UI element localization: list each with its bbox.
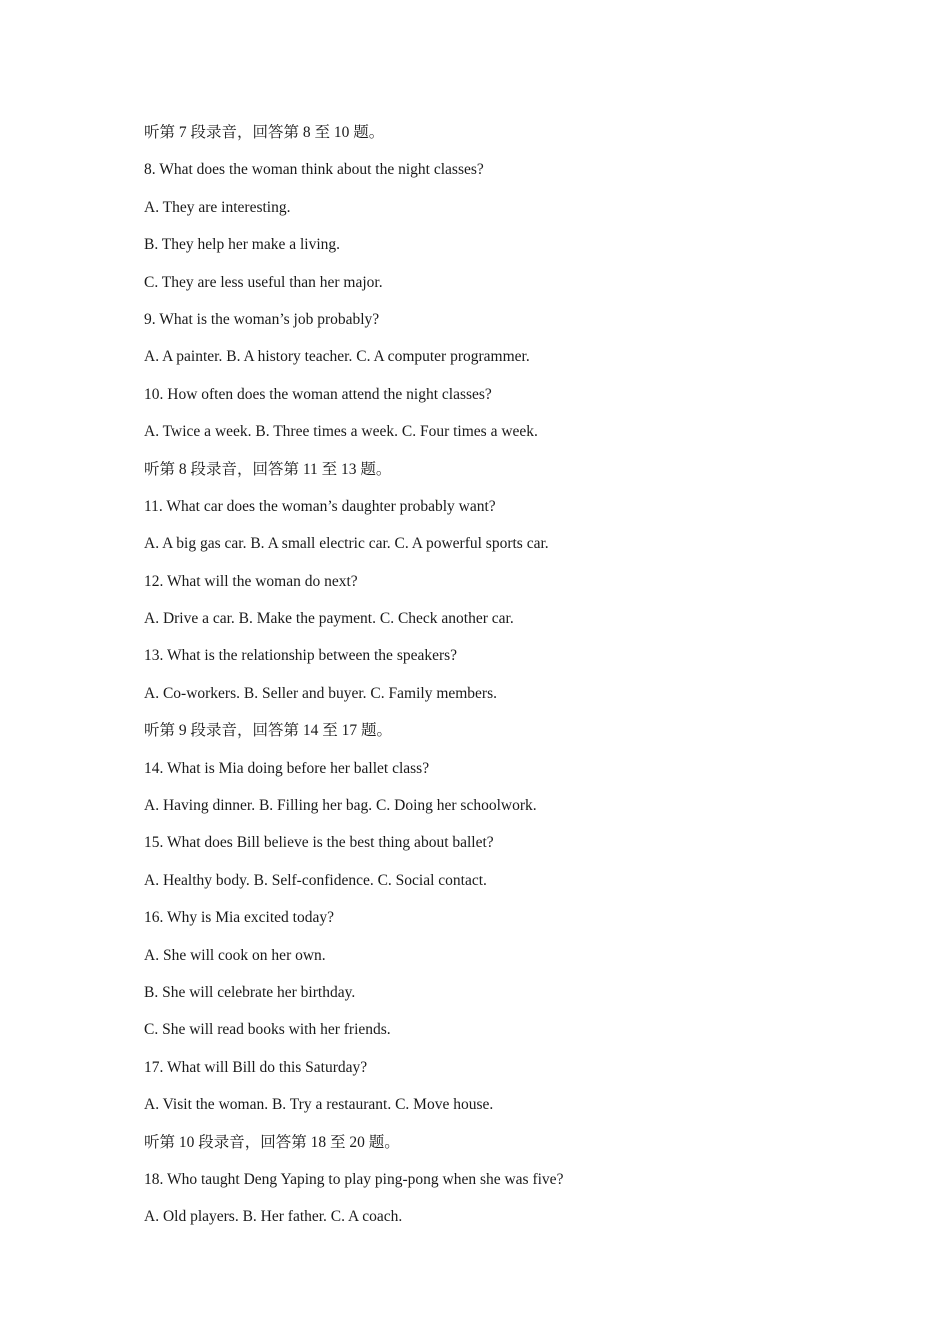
section-heading-10: 听第 10 段录音，回答第 18 至 20 题。 — [144, 1133, 400, 1151]
section-heading-8: 听第 8 段录音，回答第 11 至 13 题。 — [144, 460, 392, 478]
options-17: A. Visit the woman. B. Try a restaurant. C. Move house. — [144, 1096, 494, 1114]
options-10: A. Twice a week. B. Three times a week. C. Four times a week. — [144, 423, 538, 441]
options-9: A. A painter. B. A history teacher. C. A computer programmer. — [144, 348, 530, 366]
options-15: A. Healthy body. B. Self-confidence. C. Social contact. — [144, 871, 487, 889]
option-16c: C. She will read books with her friends. — [144, 1021, 391, 1039]
section-heading-7: 听第 7 段录音，回答第 8 至 10 题。 — [144, 124, 385, 141]
question-9: 9. What is the woman’s job probably? — [144, 310, 380, 328]
question-11: 11. What car does the woman’s daughter probably want? — [144, 497, 496, 515]
option-8b: B. They help her make a living. — [144, 236, 340, 254]
options-14: A. Having dinner. B. Filling her bag. C. Doing her schoolwork. — [144, 797, 537, 815]
question-13: 13. What is the relationship between the speakers? — [144, 647, 458, 665]
question-8: 8. What does the woman think about the night classes? — [144, 161, 484, 179]
question-16: 16. Why is Mia excited today? — [144, 909, 334, 927]
document-page — [144, 122, 844, 1244]
option-8a: A. They are interesting. — [144, 198, 291, 216]
option-16a: A. She will cook on her own. — [144, 946, 326, 964]
question-17: 17. What will Bill do this Saturday? — [144, 1058, 368, 1076]
question-10: 10. How often does the woman attend the night classes? — [144, 385, 492, 403]
section-heading-9: 听第 9 段录音，回答第 14 至 17 题。 — [144, 722, 393, 740]
question-18: 18. Who taught Deng Yaping to play ping-pong when she was five? — [144, 1170, 564, 1188]
options-11: A. A big gas car. B. A small electric car. C. A powerful sports car. — [144, 535, 549, 553]
question-15: 15. What does Bill believe is the best thing about ballet? — [144, 834, 494, 852]
option-8c: C. They are less useful than her major. — [144, 273, 383, 291]
question-14: 14. What is Mia doing before her ballet class? — [144, 759, 430, 777]
option-16b: B. She will celebrate her birthday. — [144, 983, 356, 1001]
options-13: A. Co-workers. B. Seller and buyer. C. Family members. — [144, 684, 498, 702]
options-12: A. Drive a car. B. Make the payment. C. Check another car. — [144, 610, 514, 628]
question-12: 12. What will the woman do next? — [144, 572, 358, 590]
options-18: A. Old players. B. Her father. C. A coach. — [144, 1208, 403, 1226]
